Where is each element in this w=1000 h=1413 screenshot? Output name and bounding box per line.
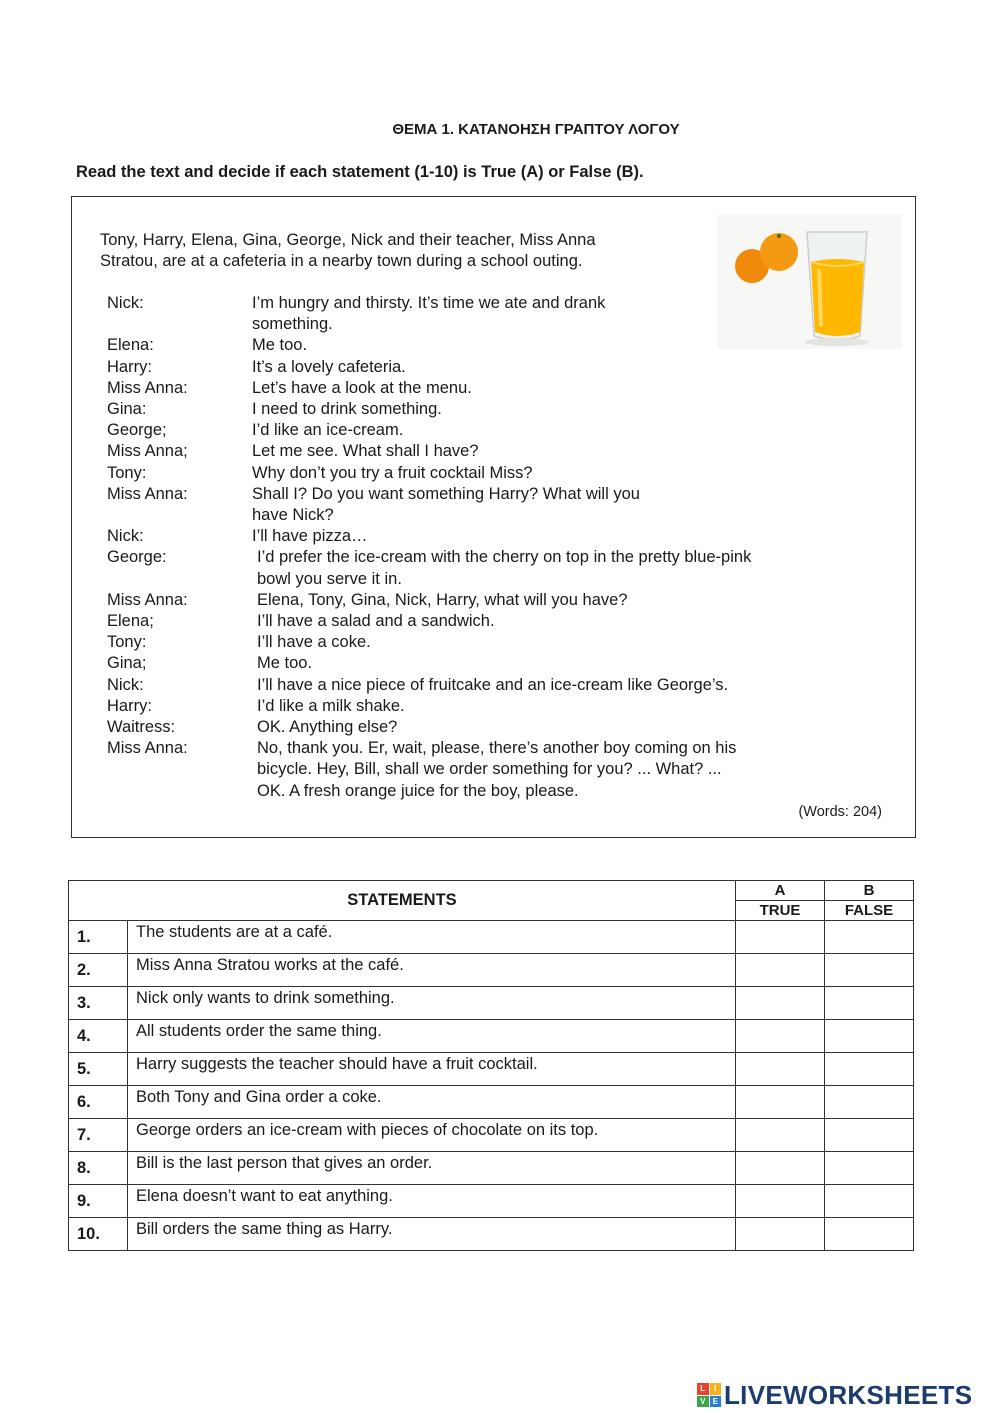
dialogue-line: Me too. [252,336,308,355]
dialogue-line: I’ll have a salad and a sandwich. [257,612,495,630]
answer-true-cell[interactable] [736,987,825,1020]
statement-number: 3. [69,987,128,1020]
dialogue-speaker: Waitress: [107,718,176,736]
dialogue-line: OK. Anything else? [257,718,398,736]
orange-fruit [760,233,798,271]
dialogue-line: I’ll have a nice piece of fruitcake and an ice-cream like George’s. [257,675,729,694]
answer-true-cell[interactable] [736,1020,825,1053]
dialogue-speaker: Miss Anna; [107,442,188,461]
dialogue-speaker: Miss Anna: [107,378,188,397]
dialogue-speaker: Tony: [107,633,147,652]
col-b-letter: B [825,881,914,901]
dialogue-line: Let’s have a look at the menu. [252,378,472,397]
dialogue-line: Why don’t you try a fruit cocktail Miss? [252,463,533,482]
word-count: (Words: 204) [798,804,882,820]
statements-table [68,880,914,1251]
dialogue-speaker: Elena; [107,612,154,630]
intro-line: Stratou, are at a cafeteria in a nearby town during a school outing. [100,252,583,270]
answer-true-cell[interactable] [736,921,825,954]
col-b-label: FALSE [825,901,914,921]
dialogue-speaker: Miss Anna: [107,590,188,609]
reading-text-box [71,196,916,838]
dialogue-line: Shall I? Do you want something Harry? What will you [252,484,640,503]
statement-number: 9. [69,1185,128,1218]
statement-number: 6. [69,1086,128,1119]
answer-false-cell[interactable] [825,987,914,1020]
dialogue-speaker: Harry: [107,357,152,376]
statement-text: Both Tony and Gina order a coke. [128,1086,736,1119]
dialogue-line: have Nick? [252,506,334,524]
dialogue-line: I’d prefer the ice-cream with the cherry on top in the pretty blue-pink [257,548,752,567]
intro-paragraph [100,230,700,272]
answer-true-cell[interactable] [736,1053,825,1086]
statements-header: STATEMENTS [69,881,736,921]
dialogue-speaker: Harry: [107,696,152,715]
table-row [69,1053,914,1086]
dialogue-line: OK. A fresh orange juice for the boy, please. [257,781,579,800]
answer-true-cell[interactable] [736,1218,825,1251]
dialogue-speaker: Gina; [107,654,147,673]
answer-false-cell[interactable] [825,1086,914,1119]
dialogue-line: I’m hungry and thirsty. It’s time we ate and drank [252,294,606,312]
table-row [69,1086,914,1119]
answer-false-cell[interactable] [825,1119,914,1152]
dialogue-line: something. [252,315,333,334]
statement-text: Miss Anna Stratou works at the café. [128,954,736,987]
statement-text: Bill is the last person that gives an order. [128,1152,736,1185]
answer-true-cell[interactable] [736,954,825,987]
dialogue-speaker: Miss Anna: [107,484,188,503]
statement-text: All students order the same thing. [128,1020,736,1053]
col-a-label: TRUE [736,901,825,921]
answer-true-cell[interactable] [736,1119,825,1152]
statement-number: 10. [69,1218,128,1251]
dialogue-line: I’d like an ice-cream. [252,421,404,440]
statement-text: Nick only wants to drink something. [128,987,736,1020]
table-row [69,921,914,954]
col-a-letter: A [736,881,825,901]
table-row [69,987,914,1020]
dialogue-line: I’ll have pizza… [252,527,368,546]
answer-false-cell[interactable] [825,1020,914,1053]
statement-number: 5. [69,1053,128,1086]
statement-number: 1. [69,921,128,954]
dialogue-speaker: Tony: [107,463,147,482]
dialogue-speaker: Miss Anna: [107,739,188,758]
dialogue-speaker: George; [107,421,167,440]
table-row [69,954,914,987]
statement-number: 4. [69,1020,128,1053]
dialogue-speaker: George: [107,548,167,567]
statement-number: 7. [69,1119,128,1152]
dialogue-line: Let me see. What shall I have? [252,442,479,461]
dialogue-line: I need to drink something. [252,400,442,418]
dialogue-line: bicycle. Hey, Bill, shall we order something for you? ... What? ... [257,760,722,779]
answer-false-cell[interactable] [825,1218,914,1251]
dialogue-line: bowl you serve it in. [257,569,402,588]
dialogue-line: I’d like a milk shake. [257,696,405,715]
answer-true-cell[interactable] [736,1086,825,1119]
dialogue-speaker: Nick: [107,675,144,694]
intro-line: Tony, Harry, Elena, Gina, George, Nick and their teacher, Miss Anna [100,231,596,249]
statement-number: 2. [69,954,128,987]
dialogue-speaker: Nick: [107,294,144,312]
statement-text: Harry suggests the teacher should have a fruit cocktail. [128,1053,736,1086]
answer-false-cell[interactable] [825,1053,914,1086]
statement-text: The students are at a café. [128,921,736,954]
table-row [69,1185,914,1218]
dialogue-speaker: Nick: [107,527,144,546]
page-heading: ΘΕΜΑ 1. ΚΑΤΑΝΟΗΣΗ ΓΡΑΠΤΟΥ ΛΟΓΟΥ [392,121,680,138]
dialogue-line: No, thank you. Er, wait, please, there’s another boy coming on his [257,739,737,758]
statement-number: 8. [69,1152,128,1185]
statement-text: Elena doesn’t want to eat anything. [128,1185,736,1218]
dialogue-line: It’s a lovely cafeteria. [252,357,406,376]
logo-text: LIVEWORKSHEETS [724,1379,973,1410]
statement-text: George orders an ice-cream with pieces of chocolate on its top. [128,1119,736,1152]
table-row [69,1020,914,1053]
liveworksheets-logo [697,1379,972,1411]
answer-false-cell[interactable] [825,921,914,954]
table-row [69,1119,914,1152]
dialogue-speaker: Elena: [107,336,154,355]
statement-text: Bill orders the same thing as Harry. [128,1218,736,1251]
dialogue-line: Elena, Tony, Gina, Nick, Harry, what will you have? [257,590,628,609]
answer-false-cell[interactable] [825,1185,914,1218]
logo-icon: L I V E [697,1383,721,1407]
dialogue-speaker: Gina: [107,400,147,418]
answer-false-cell[interactable] [825,1152,914,1185]
dialogue-line: I’ll have a coke. [257,633,371,652]
answer-true-cell[interactable] [736,1152,825,1185]
dialogue-line: Me too. [257,654,313,673]
table-row [69,1152,914,1185]
table-row [69,1218,914,1251]
instruction-text: Read the text and decide if each statement (1-10) is True (A) or False (B). [76,163,644,181]
answer-true-cell[interactable] [736,1185,825,1218]
answer-false-cell[interactable] [825,954,914,987]
